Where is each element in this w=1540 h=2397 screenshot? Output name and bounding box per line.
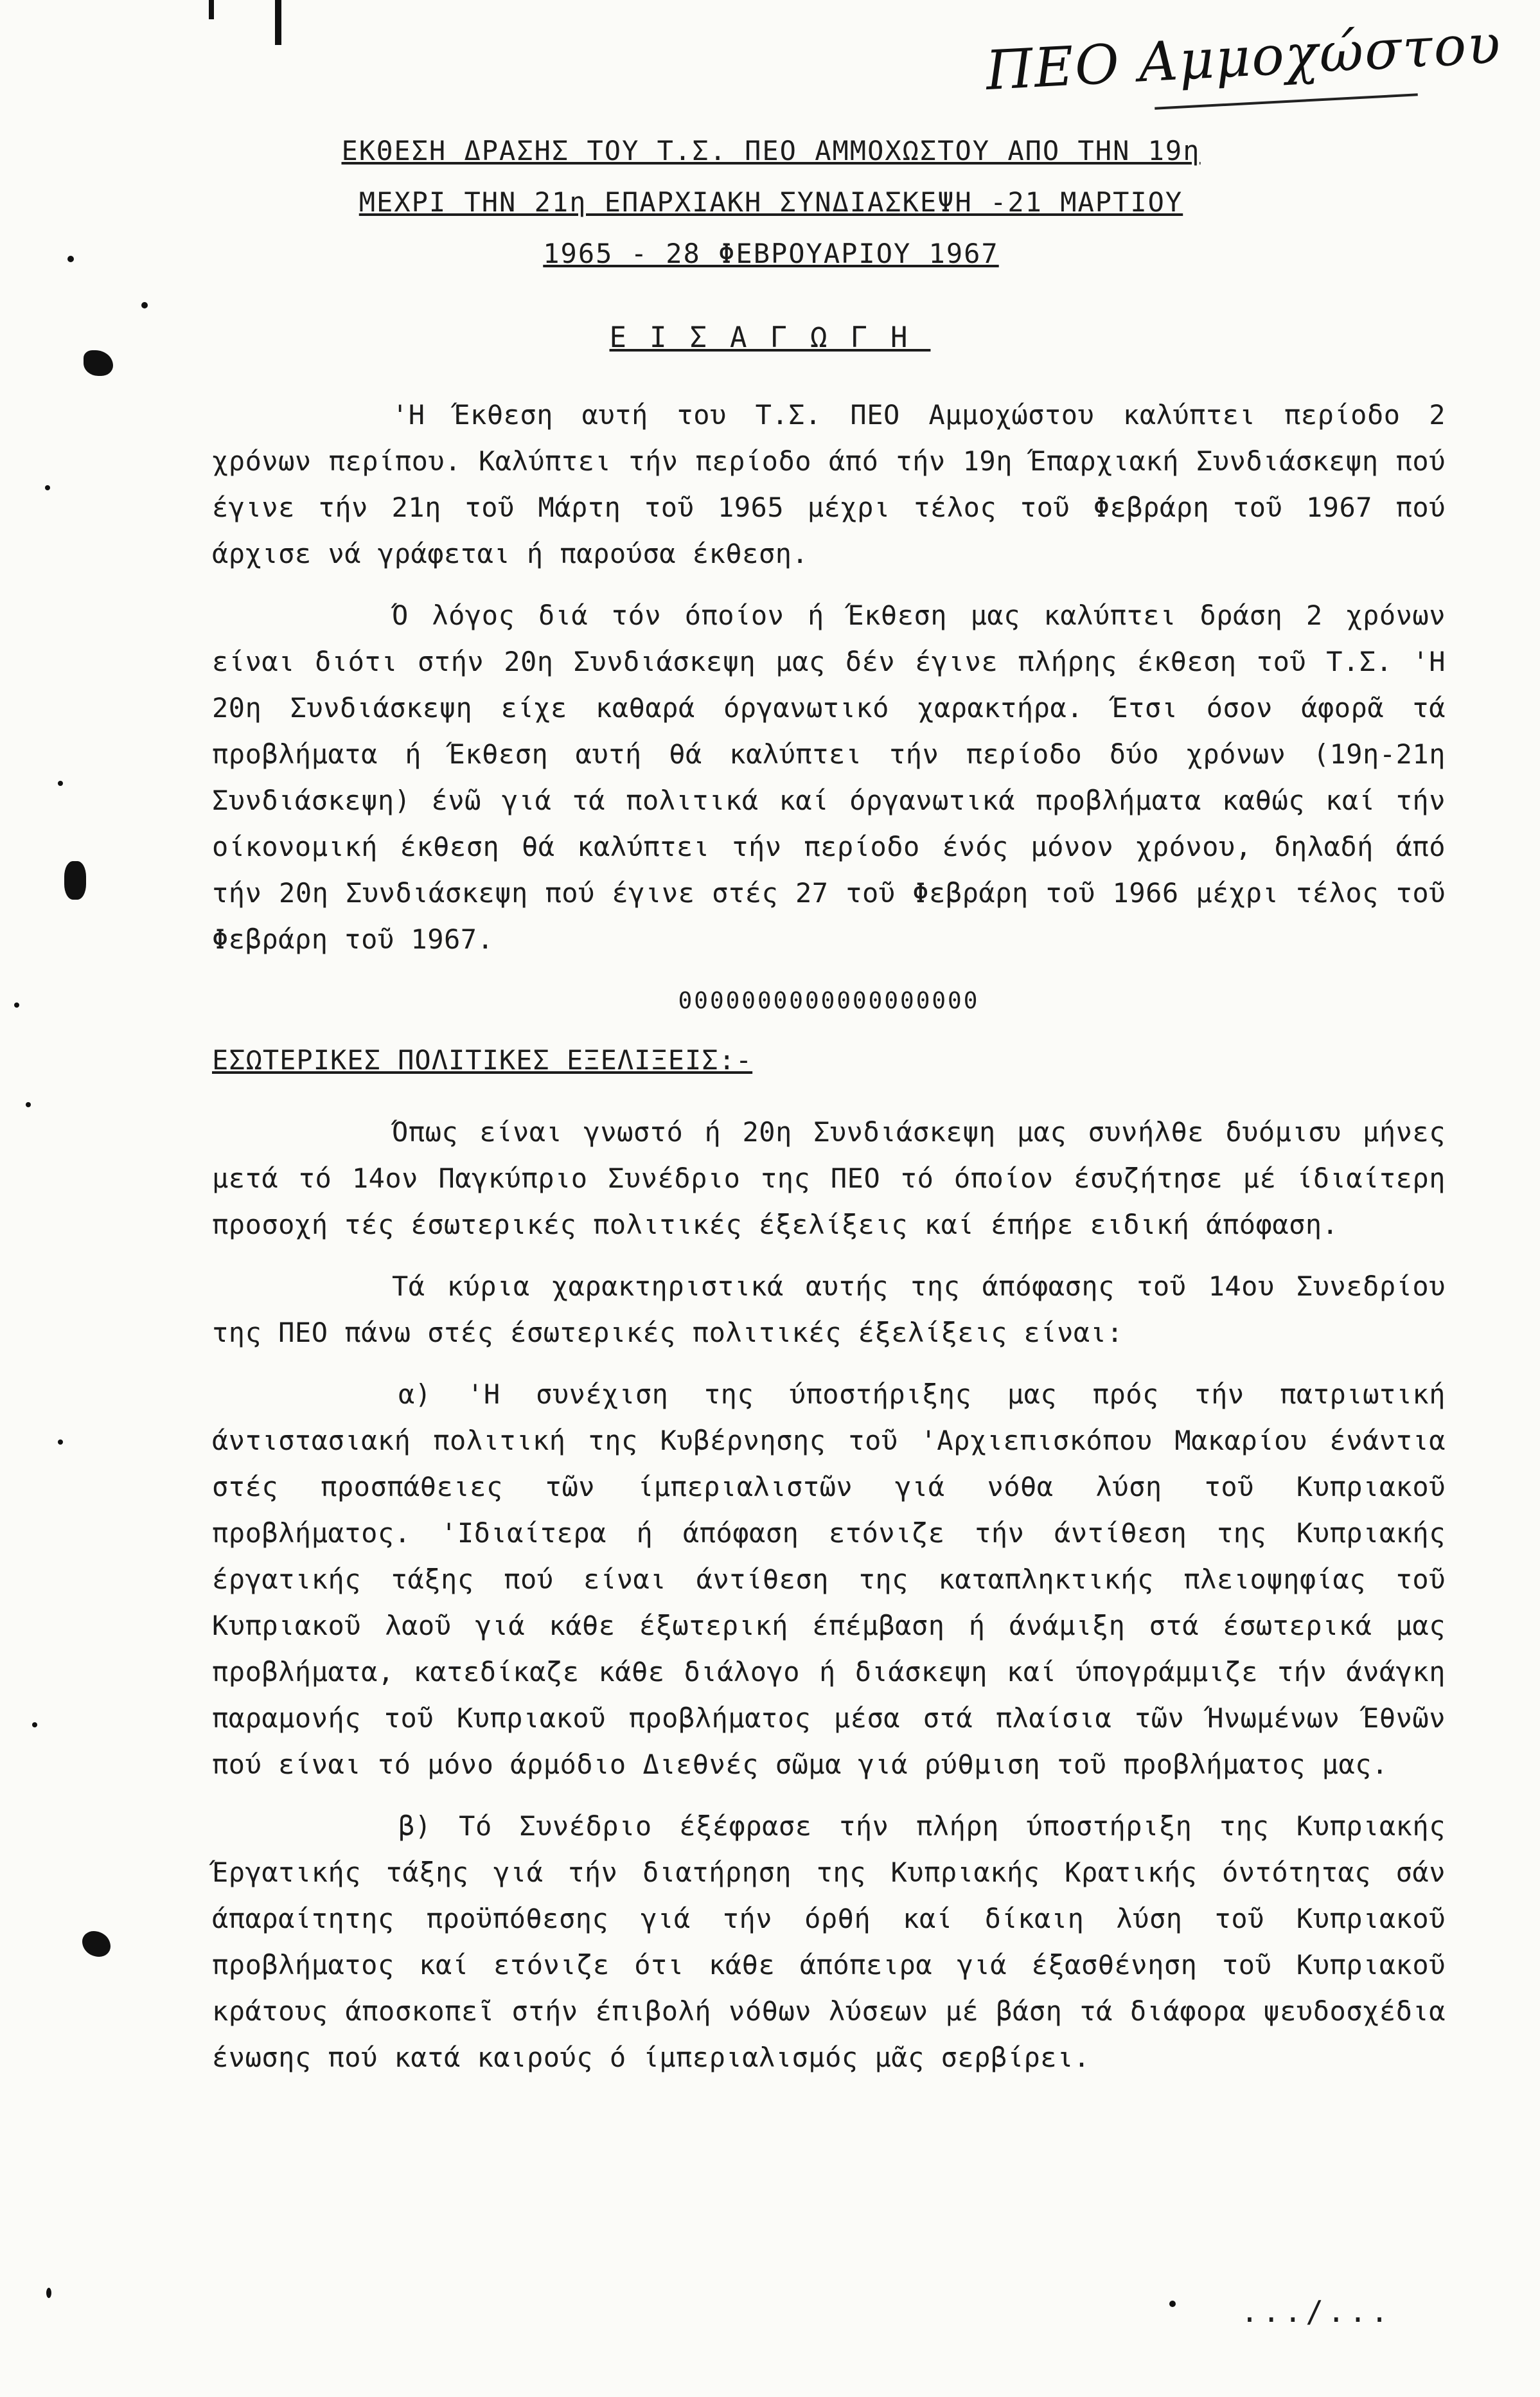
- section-divider: 0000000000000000000: [678, 988, 980, 1014]
- scan-speck: [84, 350, 113, 376]
- subheading-internal-politics: ΕΣΩΤΕΡΙΚΕΣ ΠΟΛΙΤΙΚΕΣ ΕΞΕΛΙΞΕΙΣ:-: [212, 1044, 753, 1076]
- politics-paragraph-1: Όπως είναι γνωστό ή 20η Συνδιάσκεψη μας συνήλθε δυόμισυ μήνες μετά τό 14ον Παγκύπριο Συνέδριο της ΠΕΟ τό όποίον έσυζήτησε μέ ίδιαίτερη προσοχή τές έσωτερικές πολιτικές έξελίξεις καί έπήρε ειδική άπόφαση.: [212, 1116, 1446, 1240]
- document-title: [257, 125, 1285, 280]
- scan-speck: [46, 2288, 51, 2298]
- scan-speck: [58, 1439, 63, 1445]
- scan-speck: [45, 485, 50, 490]
- scan-speck: [141, 302, 148, 308]
- scan-speck: [14, 1002, 19, 1008]
- point-b-paragraph: β) Τό Συνέδριο έξέφρασε τήν πλήρη ύποστήριξη της Κυπριακής Έργατικής τάξης γιά τήν διατήρηση της Κυπριακής Κρατικής όντότητας σάν άπαραίτητης προϋπόθεσης γιά τήν όρθή καί δίκαιη λύση τοῦ Κυπριακοῦ προβλήματος καί ετόνιζε ότι κάθε άπόπειρα γιά έξασθένηση τοῦ Κυπριακοῦ κράτους άποσκοπεῖ στήν έπιβολή νόθων λύσεων μέ βάση τά διάφορα ψευδοσχέδια ένωσης πού κατά καιρούς ό ίμπεριαλισμός μᾶς σερβίρει.: [212, 1810, 1446, 2073]
- intro-paragraph-2: Ό λόγος διά τόν όποίον ή Έκθεση μας καλύπτει δράση 2 χρόνων είναι διότι στήν 20η Συνδιάσκεψη μας δέν έγινε πλήρης έκθεση τοῦ Τ.Σ. 'Η 20η Συνδιάσκεψη είχε καθαρά όργανωτικό χαρακτήρα. Έτσι όσον άφορᾶ τά προβλήματα ή Έκθεση αυτή θά καλύπτει τήν περίοδο δύο χρόνων (19η-21η Συνδιάσκεψη) ένῶ γιά τά πολιτικά καί όργανωτικά προβλήματα καθώς καί τήν οίκονομική έκθεση θά καλύπτει τήν περίοδο ένός μόνον χρόνου, δηλαδή άπό τήν 20η Συνδιάσκεψη πού έγινε στές 27 τοῦ Φεβράρη τοῦ 1966 μέχρι τέλος τοῦ Φεβράρη τοῦ 1967.: [212, 600, 1446, 955]
- scan-speck: [67, 256, 74, 262]
- scan-speck: [32, 1722, 37, 1727]
- intro-paragraph-1: 'Η Έκθεση αυτή του Τ.Σ. ΠΕΟ Αμμοχώστου καλύπτει περίοδο 2 χρόνων περίπου. Καλύπτει τήν περίοδο άπό τήν 19η Έπαρχιακή Συνδιάσκεψη πού έγινε τήν 21η τοῦ Μάρτη τοῦ 1965 μέχρι τέλος τοῦ Φεβράρη τοῦ 1967 πού άρχισε νά γράφεται ή παρούσα έκθεση.: [212, 399, 1446, 569]
- scan-mark: [209, 0, 214, 19]
- scan-speck: [1169, 2301, 1176, 2307]
- handwritten-underline: [1155, 93, 1418, 109]
- title-line-1: ΕΚΘΕΣΗ ΔΡΑΣΗΣ ΤΟΥ Τ.Σ. ΠΕΟ ΑΜΜΟΧΩΣΤΟΥ ΑΠΟ ΤΗΝ 19η: [341, 135, 1201, 166]
- continuation-mark: .../...: [1241, 2294, 1392, 2329]
- title-line-2: ΜΕΧΡΙ ΤΗΝ 21η ΕΠΑΡΧΙΑΚΗ ΣΥΝΔΙΑΣΚΕΨΗ -21 ΜΑΡΤΙΟΥ: [358, 186, 1183, 218]
- document-body: [212, 392, 1446, 2096]
- point-a-paragraph: α) 'Η συνέχιση της ύποστήριξης μας πρός τήν πατριωτική άντιστασιακή πολιτική της Κυβέρνησης τοῦ 'Αρχιεπισκόπου Μακαρίου ένάντια στές προσπάθειες τῶν ίμπεριαλιστῶν γιά νόθα λύση τοῦ Κυπριακοῦ προβλήματος. 'Ιδιαίτερα ή άπόφαση ετόνιζε τήν άντίθεση της Κυπριακής έργατικής τάξης πού είναι άντίθεση της καταπληκτικής πλειοψηφίας τοῦ Κυπριακοῦ λαοῦ γιά κάθε έξωτερική έπέμβαση ή άνάμιξη στά έσωτερικά μας προβλήματα, κατεδίκαζε κάθε διάλογο ή διάσκεψη καί ύπογράμμιζε τήν άνάγκη παραμονής τοῦ Κυπριακοῦ προβλήματος μέσα στά πλαίσια τῶν Ήνωμένων Έθνῶν πού είναι τό μόνο άρμόδιο Διεθνές σῶμα γιά ρύθμιση τοῦ προβλήματος μας.: [212, 1378, 1446, 1780]
- politics-paragraph-2: Τά κύρια χαρακτηριστικά αυτής της άπόφασης τοῦ 14ου Συνεδρίου της ΠΕΟ πάνω στές έσωτερικές πολιτικές έξελίξεις είναι:: [212, 1270, 1446, 1348]
- section-heading: ΕΙΣΑΓΩΓΗ: [609, 321, 931, 354]
- scan-speck: [58, 781, 63, 786]
- scan-speck: [26, 1102, 31, 1107]
- scan-mark: [275, 0, 281, 45]
- scan-speck: [64, 861, 86, 900]
- title-line-3: 1965 - 28 ΦΕΒΡΟΥΑΡΙΟΥ 1967: [543, 238, 999, 269]
- scan-speck: [82, 1931, 111, 1957]
- handwritten-annotation: ΠΕΟ Αμμοχώστου: [984, 12, 1503, 102]
